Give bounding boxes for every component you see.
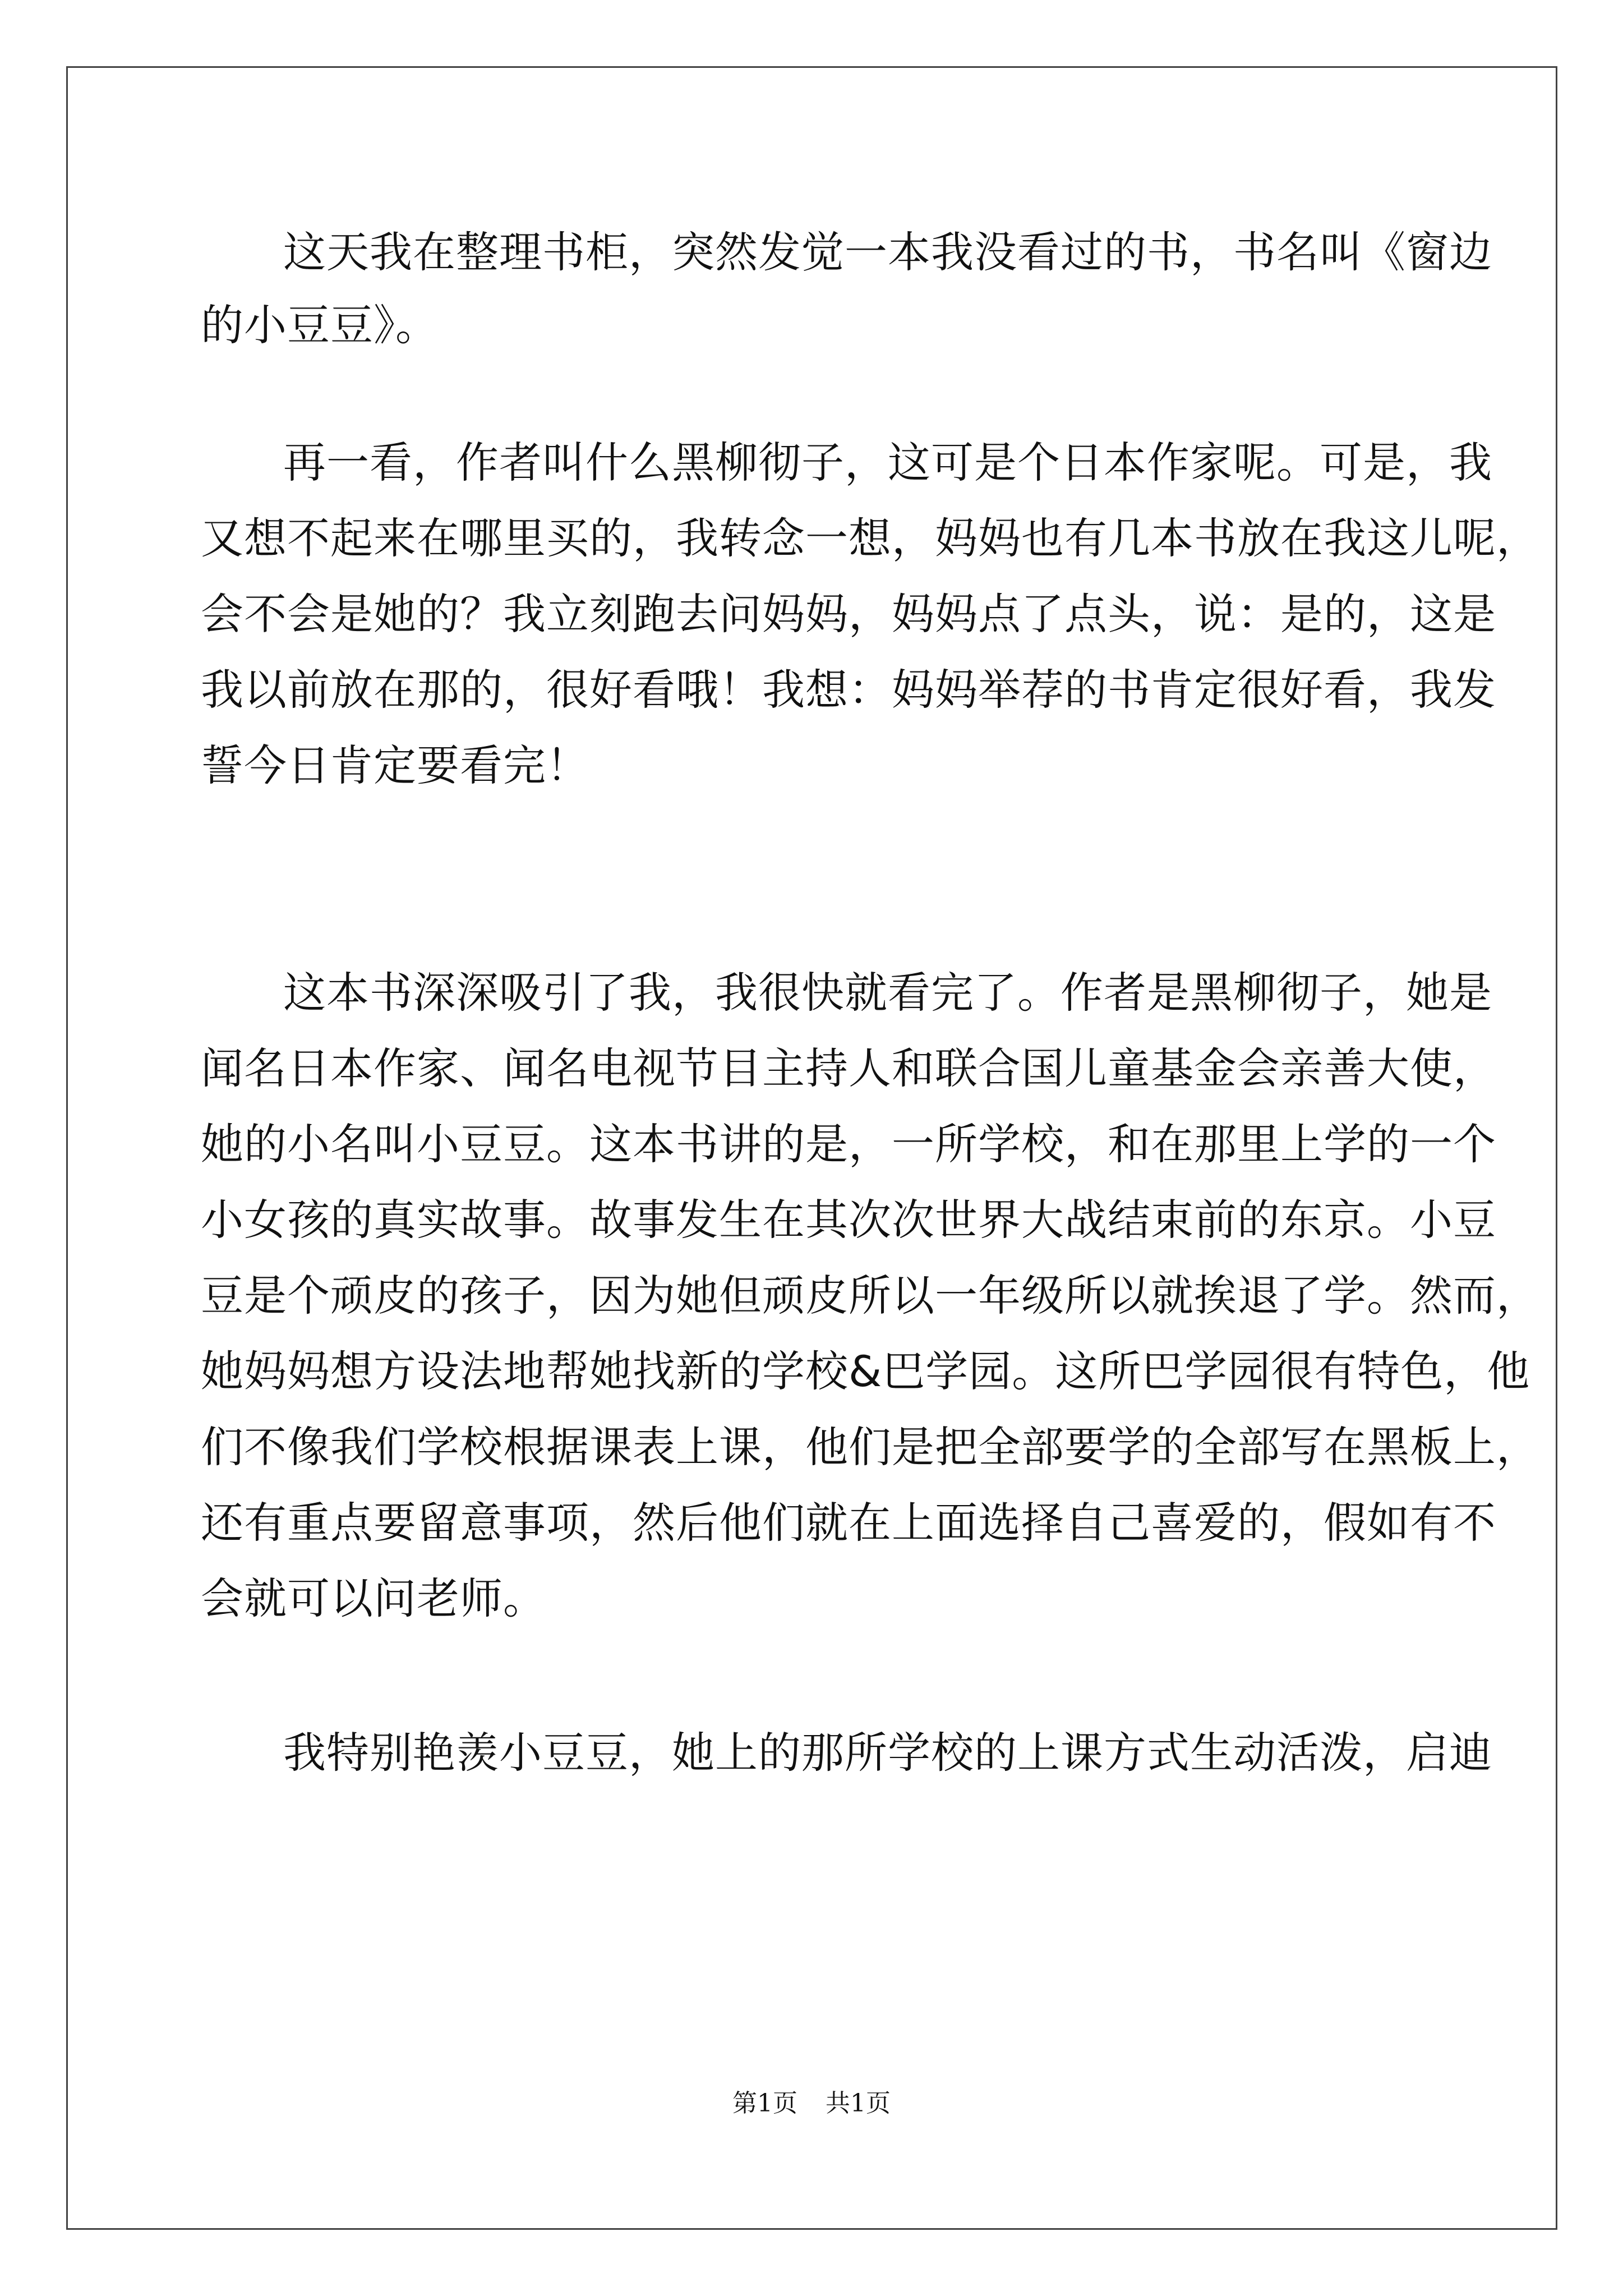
text-line: 誓今日肯定要看完！ [201,740,589,790]
text-line: 又想不起来在哪里买的，我转念一想，妈妈也有几本书放在我这儿呢， [201,513,1539,563]
page-total: 共1页 [826,2089,891,2118]
text-line: 会就可以问老师。 [201,1573,546,1623]
text-line: 闻名日本作家、闻名电视节目主持人和联合国儿童基金会亲善大使， [201,1043,1496,1093]
text-line: 豆是个顽皮的孩子，因为她但顽皮所以一年级所以就挨退了学。然而， [201,1271,1539,1320]
text-line: 我以前放在那的，很好看哦！我想：妈妈举荐的书肯定很好看，我发 [201,665,1496,715]
text-line: 这天我在整理书柜，突然发觉一本我没看过的书，书名叫《窗边 [283,227,1492,277]
text-line: 们不像我们学校根据课表上课，他们是把全部要学的全部写在黑板上， [201,1422,1539,1472]
page-footer [0,2087,1623,2120]
text-line: 小女孩的真实故事。故事发生在其次次世界大战结束前的东京。小豆 [201,1195,1496,1245]
text-line: 她妈妈想方设法地帮她找新的学校&巴学园。这所巴学园很有特色，他 [201,1346,1530,1396]
text-line: 她的小名叫小豆豆。这本书讲的是，一所学校，和在那里上学的一个 [201,1119,1496,1169]
text-line: 还有重点要留意事项，然后他们就在上面选择自己喜爱的，假如有不 [201,1498,1496,1548]
text-line: 的小豆豆》。 [201,300,439,350]
text-line: 这本书深深吸引了我，我很快就看完了。作者是黑柳彻子，她是 [283,968,1492,1018]
text-line: 再一看，作者叫什么黑柳彻子，这可是个日本作家呢。可是，我 [283,438,1492,487]
text-line: 我特别艳羡小豆豆，她上的那所学校的上课方式生动活泼，启迪 [283,1728,1492,1778]
page-number: 第1页 [732,2089,797,2118]
text-line: 会不会是她的？我立刻跑去问妈妈，妈妈点了点头，说：是的，这是 [201,589,1496,639]
